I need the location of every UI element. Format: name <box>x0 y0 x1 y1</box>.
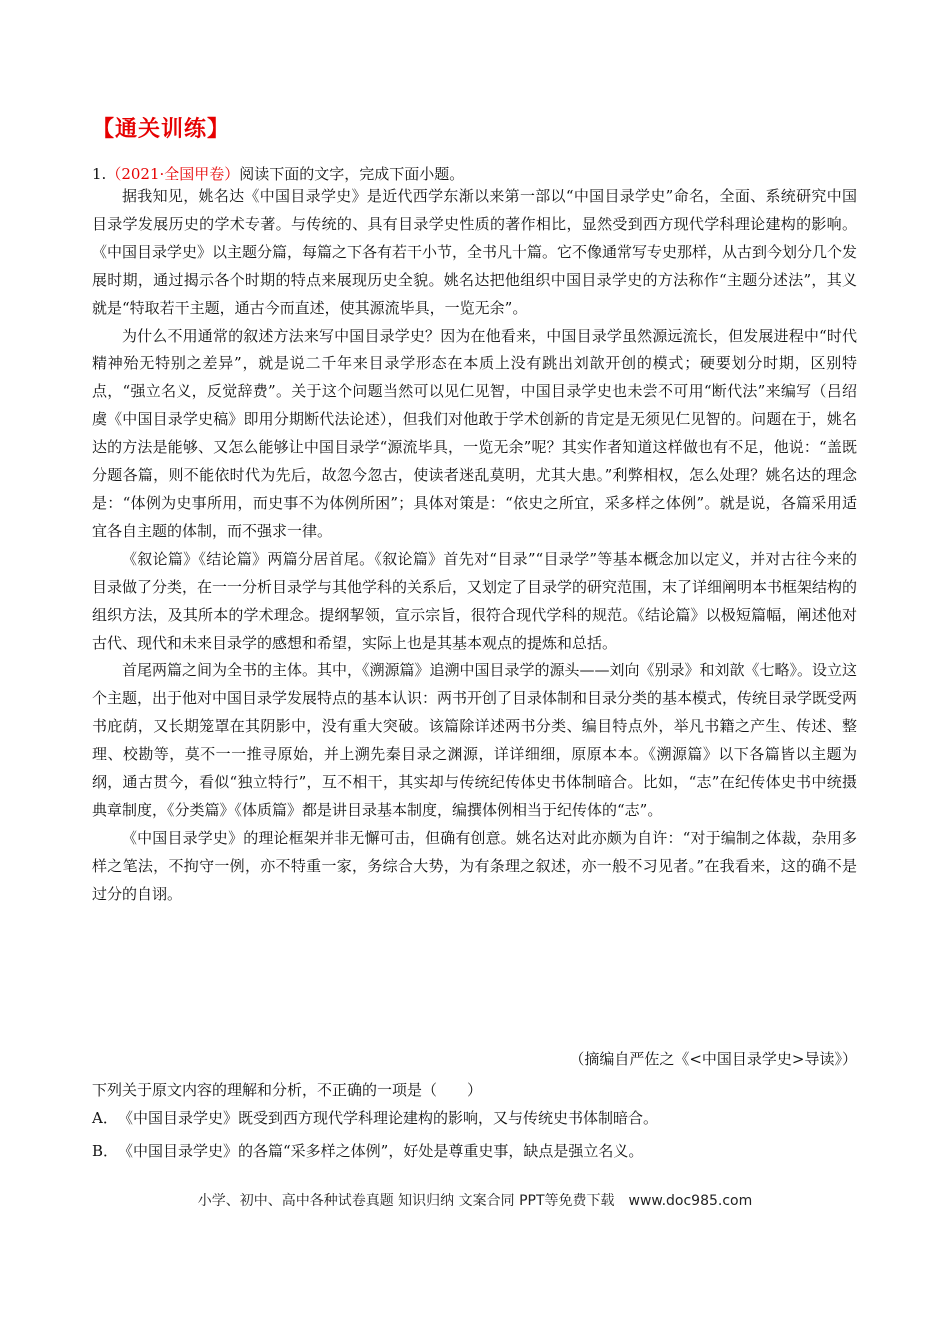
passage-paragraph: 据我知见，姚名达《中国目录学史》是近代西学东渐以来第一部以“中国目录学史”命名，全面、系统研究中国目录学发展历史的学术专著。与传统的、具有目录学史性质的著作相比，显然受到西方现代学科理论建构的影响。《中国目录学史》以主题分篇，每篇之下各有若干小节，全书凡十篇。它不像通常写专史那样，从古到今划分几个发展时期，通过揭示各个时期的特点来展现历史全貌。姚名达把他组织中国目录学史的方法称作“主题分述法”，其义就是“特取若干主题，通古今而直述，使其源流毕具，一览无余”。 <box>92 187 858 317</box>
question-source: （2021·全国甲卷） <box>106 165 240 183</box>
passage-paragraph: 为什么不用通常的叙述方法来写中国目录学史？因为在他看来，中国目录学虽然源远流长，但发展进程中“时代精神殆无特别之差异”，就是说二千年来目录学形态在本质上没有跳出刘歆开创的模式；硬要划分时期，区别特点，“强立名义，反觉辞费”。关于这个问题当然可以见仁见智，中国目录学史也未尝不可用“断代法”来编写（吕绍虞《中国目录学史稿》即用分期断代法论述），但我们对他敢于学术创新的肯定是无须见仁见智的。问题在于，姚名达的方法是能够、又怎么能够让中国目录学“源流毕具，一览无余”呢？其实作者知道这样做也有不足，他说：“盖既分题各篇，则不能依时代为先后，故忽今忽古，使读者迷乱莫明，尤其大患。”利弊相权，怎么处理？姚名达的理念是：“体例为史事所用，而史事不为体例所困”；具体对策是：“依史之所宜，采多样之体例”。就是说，各篇采用适宜各自主题的体制，而不强求一律。 <box>92 326 857 540</box>
option-key: B． <box>92 1142 119 1160</box>
question-number: 1. <box>92 165 107 183</box>
option-a[interactable] <box>92 1107 872 1129</box>
question-prompt: 下列关于原文内容的理解和分析，不正确的一项是（ ） <box>92 1081 483 1099</box>
passage-paragraph: 《叙论篇》《结论篇》两篇分居首尾。《叙论篇》首先对“目录”“目录学”等基本概念加以定义，并对古往今来的目录做了分类，在一一分析目录学与其他学科的关系后，又划定了目录学的研究范围，末了详细阐明本书框架结构的组织方法，及其所本的学术理念。提纲挈领，宣示宗旨，很符合现代学科的规范。《结论篇》以极短篇幅，阐述他对古代、现代和未来目录学的感想和希望，实际上也是其基本观点的提炼和总括。 <box>92 549 858 652</box>
footer-link[interactable]: www.doc985.com <box>628 1193 753 1209</box>
question-instruction: 阅读下面的文字，完成下面小题。 <box>239 165 465 183</box>
reading-passage <box>92 183 857 909</box>
option-key: A． <box>92 1109 118 1127</box>
passage-paragraph: 首尾两篇之间为全书的主体。其中，《溯源篇》追溯中国目录学的源头——刘向《别录》和刘歆《七略》。设立这个主题，出于他对中国目录学发展特点的基本认识：两书开创了目录体制和目录分类的基本模式，传统目录学既受两书庇荫，又长期笼罩在其阴影中，没有重大突破。该篇除详述两书分类、编目特点外，举凡书籍之产生、传述、整理、校勘等，莫不一一推寻原始，并上溯先秦目录之渊源，详详细细，原原本本。《溯源篇》以下各篇皆以主题为纲，通古贯今，看似“独立特行”，互不相干，其实却与传统纪传体史书体制暗合。比如，“志”在纪传体史书中统摄典章制度，《分类篇》《体质篇》都是讲目录基本制度，编撰体例相当于纪传体的“志”。 <box>92 661 858 819</box>
option-b[interactable] <box>92 1140 872 1162</box>
passage-source-citation: （摘编自严佐之《<中国目录学史>导读》） <box>569 1050 857 1068</box>
option-text: 《中国目录学史》的各篇“采多样之体例”，好处是尊重史事，缺点是强立名义。 <box>118 1142 644 1160</box>
question-header <box>92 163 872 185</box>
footer-text: 小学、初中、高中各种试卷真题 知识归纳 文案合同 PPT等免费下载 <box>197 1193 615 1209</box>
option-text: 《中国目录学史》既受到西方现代学科理论建构的影响，又与传统史书体制暗合。 <box>118 1109 659 1127</box>
passage-paragraph: 《中国目录学史》的理论框架并非无懈可击，但确有创意。姚名达对此亦颇为自许：“对于编制之体裁，杂用多样之笔法，不拘守一例，亦不特重一家，务综合大势，为有条理之叙述，亦一般不习见者。”在我看来，这的确不是过分的自诩。 <box>92 828 857 903</box>
page-footer <box>0 1190 950 1212</box>
section-title: 【通关训练】 <box>92 117 231 142</box>
